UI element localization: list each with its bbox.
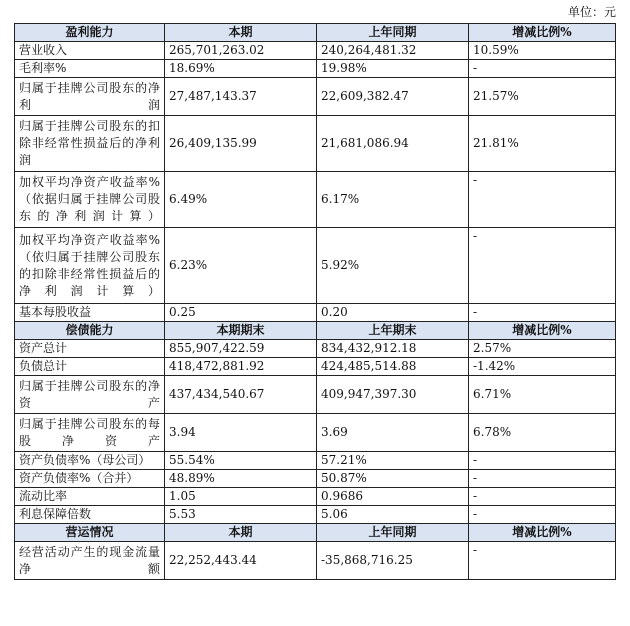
row-label: 加权平均净资产收益率%（依据归属于挂牌公司股东的净利润计算） bbox=[15, 172, 165, 228]
column-header: 本期 bbox=[165, 24, 317, 42]
section-header-row bbox=[15, 322, 616, 340]
change-value: - bbox=[469, 228, 616, 304]
previous-value: 19.98% bbox=[317, 60, 469, 78]
row-label: 归属于挂牌公司股东的扣除非经常性损益后的净利润 bbox=[15, 116, 165, 172]
change-value: 10.59% bbox=[469, 42, 616, 60]
change-value: -1.42% bbox=[469, 358, 616, 376]
previous-value: 834,432,912.18 bbox=[317, 340, 469, 358]
change-value: - bbox=[469, 60, 616, 78]
change-value: - bbox=[469, 304, 616, 322]
row-label: 营业收入 bbox=[15, 42, 165, 60]
current-value: 3.94 bbox=[165, 414, 317, 452]
current-value: 18.69% bbox=[165, 60, 317, 78]
previous-value: 5.92% bbox=[317, 228, 469, 304]
previous-value: 6.17% bbox=[317, 172, 469, 228]
previous-value: 5.06 bbox=[317, 506, 469, 524]
previous-value: 409,947,397.30 bbox=[317, 376, 469, 414]
row-label: 利息保障倍数 bbox=[15, 506, 165, 524]
previous-value: 0.20 bbox=[317, 304, 469, 322]
current-value: 855,907,422.59 bbox=[165, 340, 317, 358]
column-header: 上年同期 bbox=[317, 524, 469, 542]
current-value: 22,252,443.44 bbox=[165, 542, 317, 580]
change-value: - bbox=[469, 506, 616, 524]
row-label: 归属于挂牌公司股东的净利润 bbox=[15, 78, 165, 116]
current-value: 437,434,540.67 bbox=[165, 376, 317, 414]
current-value: 5.53 bbox=[165, 506, 317, 524]
column-header: 偿债能力 bbox=[15, 322, 165, 340]
row-label: 经营活动产生的现金流量净额 bbox=[15, 542, 165, 580]
column-header: 上年同期 bbox=[317, 24, 469, 42]
current-value: 26,409,135.99 bbox=[165, 116, 317, 172]
financial-indicators-table bbox=[14, 23, 616, 580]
unit-label: 单位：元 bbox=[567, 5, 616, 19]
column-header: 本期期末 bbox=[165, 322, 317, 340]
table-row bbox=[15, 376, 616, 414]
row-label: 加权平均净资产收益率%（依归属于挂牌公司股东的扣除非经常性损益后的净利润计算） bbox=[15, 228, 165, 304]
current-value: 55.54% bbox=[165, 452, 317, 470]
previous-value: -35,868,716.25 bbox=[317, 542, 469, 580]
row-label: 流动比率 bbox=[15, 488, 165, 506]
section-header-row bbox=[15, 524, 616, 542]
row-label: 归属于挂牌公司股东的净资产 bbox=[15, 376, 165, 414]
table-row bbox=[15, 414, 616, 452]
table-row bbox=[15, 506, 616, 524]
table-row bbox=[15, 78, 616, 116]
column-header: 营运情况 bbox=[15, 524, 165, 542]
row-label: 资产负债率%（合并） bbox=[15, 470, 165, 488]
column-header: 本期 bbox=[165, 524, 317, 542]
change-value: 6.71% bbox=[469, 376, 616, 414]
table-row bbox=[15, 340, 616, 358]
row-label: 毛利率% bbox=[15, 60, 165, 78]
column-header: 上年期末 bbox=[317, 322, 469, 340]
row-label: 基本每股收益 bbox=[15, 304, 165, 322]
table-row bbox=[15, 172, 616, 228]
column-header: 增减比例% bbox=[469, 24, 616, 42]
current-value: 6.49% bbox=[165, 172, 317, 228]
section-header-row bbox=[15, 24, 616, 42]
current-value: 0.25 bbox=[165, 304, 317, 322]
column-header: 增减比例% bbox=[469, 322, 616, 340]
change-value: - bbox=[469, 488, 616, 506]
change-value: 6.78% bbox=[469, 414, 616, 452]
row-label: 资产负债率%（母公司） bbox=[15, 452, 165, 470]
change-value: 2.57% bbox=[469, 340, 616, 358]
row-label: 资产总计 bbox=[15, 340, 165, 358]
change-value: - bbox=[469, 542, 616, 580]
table-row bbox=[15, 358, 616, 376]
previous-value: 22,609,382.47 bbox=[317, 78, 469, 116]
column-header: 盈利能力 bbox=[15, 24, 165, 42]
table-row bbox=[15, 228, 616, 304]
current-value: 48.89% bbox=[165, 470, 317, 488]
row-label: 负债总计 bbox=[15, 358, 165, 376]
table-row bbox=[15, 60, 616, 78]
change-value: - bbox=[469, 452, 616, 470]
current-value: 1.05 bbox=[165, 488, 317, 506]
change-value: - bbox=[469, 470, 616, 488]
change-value: 21.81% bbox=[469, 116, 616, 172]
table-row bbox=[15, 304, 616, 322]
previous-value: 57.21% bbox=[317, 452, 469, 470]
previous-value: 50.87% bbox=[317, 470, 469, 488]
previous-value: 424,485,514.88 bbox=[317, 358, 469, 376]
previous-value: 21,681,086.94 bbox=[317, 116, 469, 172]
table-row bbox=[15, 488, 616, 506]
previous-value: 0.9686 bbox=[317, 488, 469, 506]
previous-value: 3.69 bbox=[317, 414, 469, 452]
current-value: 418,472,881.92 bbox=[165, 358, 317, 376]
table-row bbox=[15, 452, 616, 470]
table-row bbox=[15, 542, 616, 580]
column-header: 增减比例% bbox=[469, 524, 616, 542]
current-value: 27,487,143.37 bbox=[165, 78, 317, 116]
change-value: - bbox=[469, 172, 616, 228]
table-row bbox=[15, 470, 616, 488]
current-value: 265,701,263.02 bbox=[165, 42, 317, 60]
table-row bbox=[15, 42, 616, 60]
previous-value: 240,264,481.32 bbox=[317, 42, 469, 60]
current-value: 6.23% bbox=[165, 228, 317, 304]
change-value: 21.57% bbox=[469, 78, 616, 116]
table-row bbox=[15, 116, 616, 172]
row-label: 归属于挂牌公司股东的每股净资产 bbox=[15, 414, 165, 452]
